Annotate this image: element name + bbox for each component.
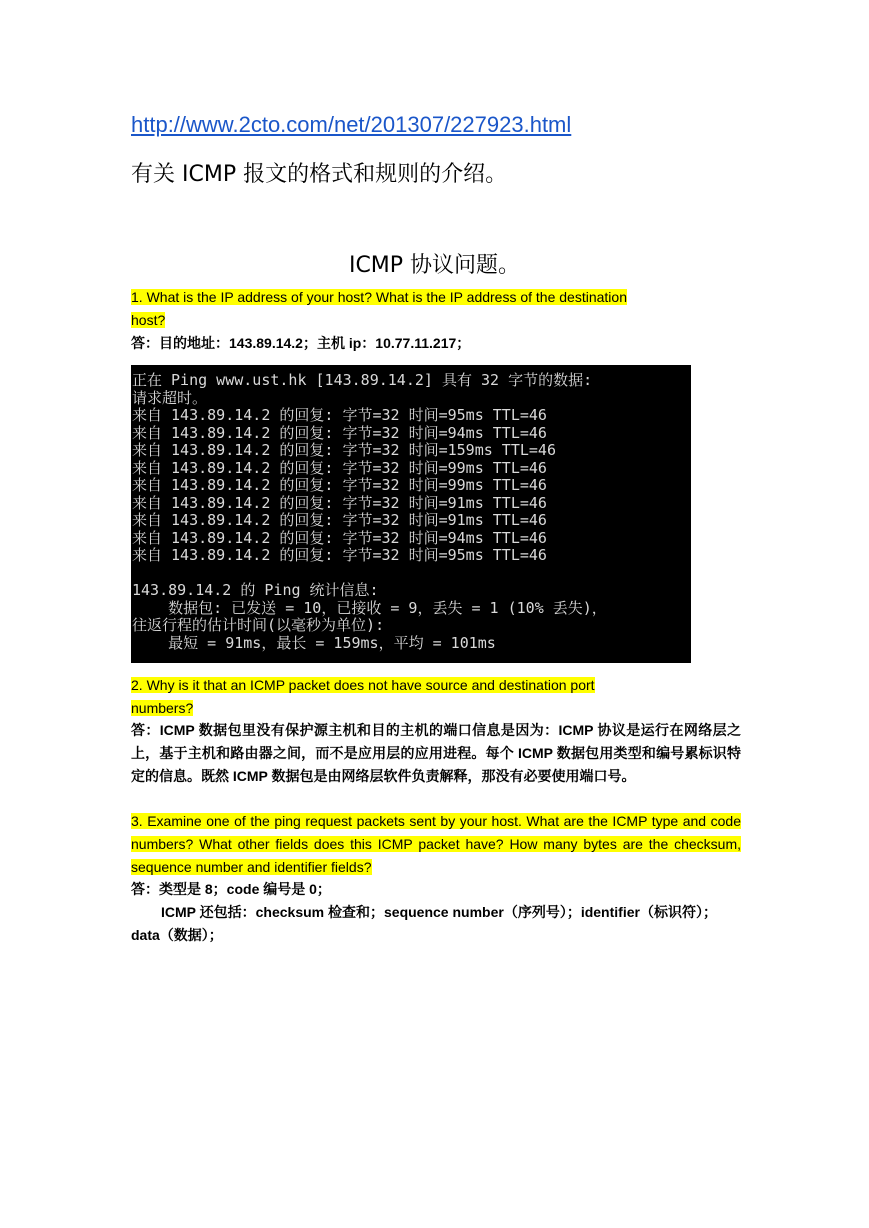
console-line: 数据包: 已发送 = 10，已接收 = 9，丢失 = 1 (10% 丢失)， (132, 598, 607, 617)
question-2-line-1: 2. Why is it that an ICMP packet does not have source and destination port (131, 677, 595, 693)
question-2 (131, 674, 595, 720)
console-line: 往返行程的估计时间(以毫秒为单位): (132, 616, 385, 634)
answer-1: 答：目的地址：143.89.14.2；主机 ip：10.77.11.217； (131, 335, 471, 351)
answer-3-line-1: 答：类型是 8；code 编号是 0； (131, 881, 331, 897)
reference-link[interactable]: http://www.2cto.com/net/201307/227923.html (131, 112, 572, 137)
console-line: 来自 143.89.14.2 的回复: 字节=32 时间=91ms TTL=46 (132, 511, 547, 529)
console-line: 来自 143.89.14.2 的回复: 字节=32 时间=99ms TTL=46 (132, 476, 547, 494)
console-line: 143.89.14.2 的 Ping 统计信息: (132, 581, 379, 599)
question-1-line-1: 1. What is the IP address of your host? What is the IP address of the destination (131, 289, 627, 305)
console-line: 请求超时。 (132, 388, 208, 407)
answer-2: 答：ICMP 数据包里没有保护源主机和目的主机的端口信息是因为：ICMP 协议是运行在网络层之上，基于主机和路由器之间，而不是应用层的应用进程。每个 ICMP 数据包用类型和编号累标识特定的信息。既然 ICMP 数据包是由网络层软件负责解释，那没有必要使用端口号。 (131, 722, 741, 784)
question-3-text: 3. Examine one of the ping request packets sent by your host. What are the ICMP type and code numbers? What other fields does this ICMP packet have? How many bytes are the checksum, sequence number and identifier fields? (131, 813, 741, 875)
console-line: 来自 143.89.14.2 的回复: 字节=32 时间=99ms TTL=46 (132, 458, 547, 477)
ping-console-screenshot (131, 365, 691, 663)
console-line: 来自 143.89.14.2 的回复: 字节=32 时间=94ms TTL=46 (132, 423, 547, 442)
intro-text: 有关 ICMP 报文的格式和规则的介绍。 (131, 162, 508, 187)
console-line: 来自 143.89.14.2 的回复: 字节=32 时间=94ms TTL=46 (132, 528, 547, 547)
question-3 (131, 810, 741, 879)
console-line: 来自 143.89.14.2 的回复: 字节=32 时间=159ms TTL=46 (132, 441, 556, 459)
answer-3-line-2: ICMP 还包括：checksum 检查和；sequence number（序列号）；identifier（标识符）；data（数据）； (131, 904, 717, 943)
console-line: 最短 = 91ms，最长 = 159ms，平均 = 101ms (132, 633, 496, 652)
console-line: 正在 Ping www.ust.hk [143.89.14.2] 具有 32 字节的数据: (132, 371, 593, 389)
console-line (132, 565, 691, 583)
section-title: ICMP 协议问题。 (348, 253, 521, 278)
question-2-line-2: numbers? (131, 700, 194, 716)
question-1 (131, 286, 627, 332)
console-line: 来自 143.89.14.2 的回复: 字节=32 时间=95ms TTL=46 (132, 406, 547, 424)
console-line: 来自 143.89.14.2 的回复: 字节=32 时间=95ms TTL=46 (132, 546, 547, 564)
console-line: 来自 143.89.14.2 的回复: 字节=32 时间=91ms TTL=46 (132, 493, 547, 512)
question-1-line-2: host? (131, 312, 166, 328)
